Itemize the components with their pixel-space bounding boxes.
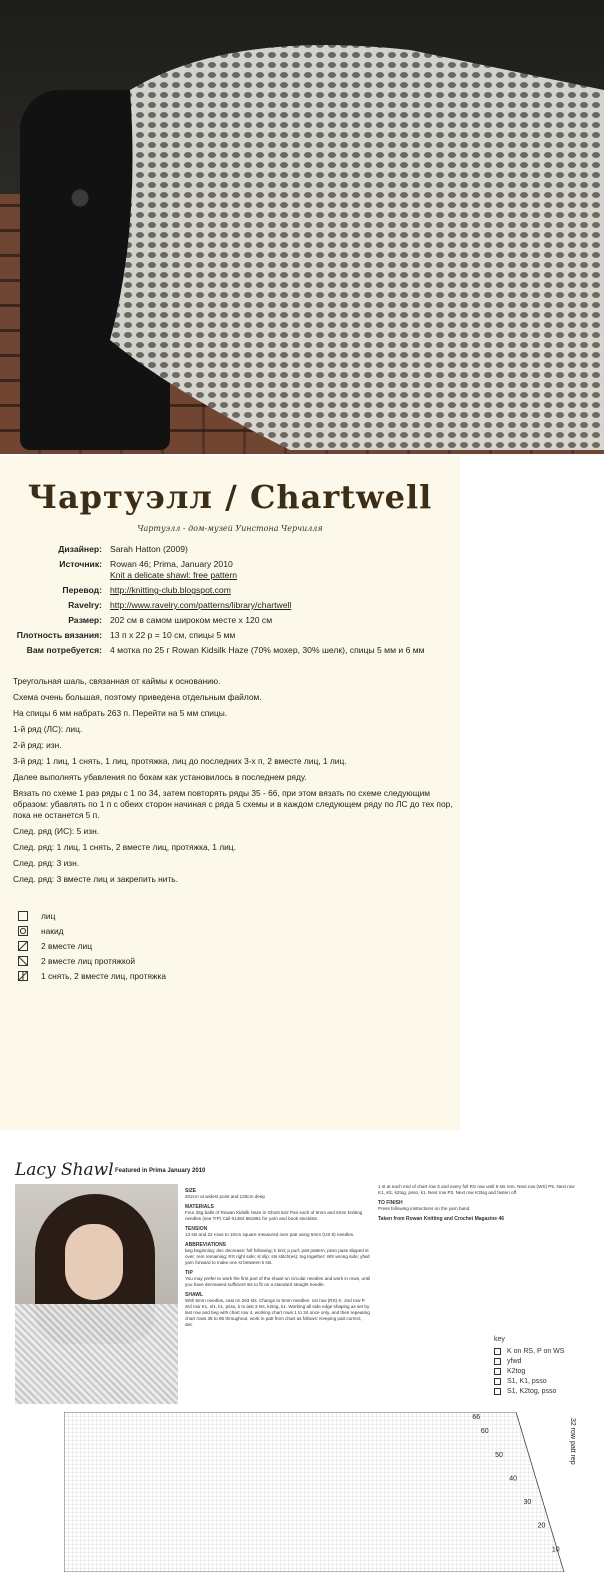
chart-row-label: 30 — [523, 1499, 532, 1507]
model-photo — [15, 1184, 178, 1404]
meta-size — [8, 615, 458, 626]
pattern-instructions — [13, 676, 453, 890]
section-text: 1 st at each end of chart row 5 and every foll RS row until 5 sts rem. Next row (WS) P5. Next row K1, sl1, k2tog, psso, k1. Next row P3. Next row K3tog and fasten off. — [378, 1184, 575, 1195]
section-text: Four 25g balls of Rowan Kidsilk Haze in Ghost 642 Pair each of 5mm and 6mm knitting needles (see TIP) Call 01484 681881 for yarn and book stockists. — [185, 1210, 363, 1221]
source-link[interactable]: Knit a delicate shawl: free pattern — [110, 570, 238, 580]
source-credit: Taken from Rowan Knitting and Crochet Magazine 46 — [378, 1216, 505, 1222]
instruction-line: Треугольная шаль, связанная от каймы к основанию. — [13, 676, 221, 686]
magazine-page — [0, 1150, 604, 1572]
section-heading: ABBREVIATIONS — [185, 1242, 227, 1248]
ssk-icon — [18, 956, 28, 966]
chart-row-label: 66 — [472, 1414, 481, 1421]
section-heading: MATERIALS — [185, 1204, 214, 1210]
instruction-line: 1-й ряд (ЛС): лиц. — [13, 724, 83, 734]
meta-label: Перевод: — [62, 585, 102, 595]
legend-label: накид — [41, 925, 64, 936]
key-item — [494, 1366, 564, 1376]
knit-symbol-icon — [494, 1348, 501, 1355]
meta-value: 4 мотка по 25 г Rowan Kidsilk Haze (70% мохер, 30% шелк), спицы 5 мм и 6 мм — [110, 645, 425, 655]
chart-row-label: 50 — [495, 1451, 503, 1459]
russian-pattern-card — [0, 456, 460, 1130]
page-subtitle: Чартуэлл - дом-музей Уинстона Черчилля — [137, 524, 323, 533]
model-shawl — [15, 1304, 178, 1404]
meta-value — [110, 559, 237, 581]
meta-label: Вам потребуется: — [26, 645, 102, 655]
section-heading: TO FINISH — [378, 1200, 403, 1206]
meta-gauge — [8, 630, 458, 641]
section-heading: TENSION — [185, 1226, 208, 1232]
instruction-line: След. ряд: 3 вместе лиц и закрепить нить. — [13, 874, 178, 884]
instruction-line: След. ряд (ИС): 5 изн. — [13, 826, 100, 836]
instructions-column-2 — [378, 1184, 578, 1222]
ravelry-link[interactable]: http://www.ravelry.com/patterns/library/chartwell — [110, 600, 292, 610]
key-item — [494, 1346, 564, 1356]
legend-item — [18, 923, 166, 938]
meta-label: Дизайнер: — [58, 544, 102, 554]
instruction-line: 3-й ряд: 1 лиц, 1 снять, 1 лиц, протяжка, лиц до последних 3-х п, 2 вместе лиц, 1 лиц. — [13, 756, 347, 766]
yarn-over-icon — [18, 926, 28, 936]
magazine-title: Lacy Shawl — [15, 1160, 114, 1180]
key-label: yfwd — [507, 1357, 522, 1365]
key-label: K on RS, P on WS — [507, 1347, 565, 1355]
instruction-line: След. ряд: 1 лиц, 1 снять, 2 вместе лиц, протяжка, 1 лиц. — [13, 842, 236, 852]
chart-grid — [64, 1412, 584, 1572]
meta-label: Плотность вязания: — [16, 630, 102, 640]
section-text: 13 sts and 22 rows to 10cm square measured over patt using 5mm (US 8) needles. — [185, 1232, 355, 1237]
meta-value: Sarah Hatton (2009) — [110, 544, 188, 554]
model-face — [65, 1224, 123, 1300]
section-heading: SIZE — [185, 1188, 197, 1194]
meta-ravelry — [8, 600, 458, 611]
section-text: 202cm at widest point and 120cm deep — [185, 1194, 265, 1199]
key-label: K2tog — [507, 1367, 526, 1375]
chart-key — [494, 1336, 564, 1396]
chart-row-label: 10 — [551, 1546, 560, 1554]
k2tog-icon — [494, 1368, 501, 1375]
key-item — [494, 1386, 564, 1396]
shawl-photo — [0, 0, 604, 454]
legend-item — [18, 953, 166, 968]
meta-label: Источник: — [59, 559, 102, 569]
section-text: You may prefer to work the first part of the shawl on circular needles and work in rows, until you have decreased sufficient sts to fit on a standard straight needle. — [185, 1276, 370, 1287]
ssk-icon — [494, 1378, 501, 1385]
legend-label: 2 вместе лиц протяжкой — [41, 955, 136, 966]
legend-item — [18, 938, 166, 953]
section-text: With 6mm needles, cast on 263 sts. Change to 5mm needles. 1st row (RS) K. 2nd row P. 3rd row K1, sl1, k1, psso, k to last 3 sts, k2tog, k1. Working all side edge shaping as set by last row and beg with chart row 4, working chart rows 1 to 34 once only, and then repeating chart rows 35 to 66 throughout, work in patt from chart as follows: Keeping patt correct, dec — [185, 1298, 370, 1327]
legend-item — [18, 908, 166, 923]
meta-label: Размер: — [68, 615, 102, 625]
meta-source — [8, 559, 458, 581]
instruction-line: На спицы 6 мм набрать 263 п. Перейти на 5 мм спицы. — [13, 708, 228, 718]
chart-row-label: 40 — [509, 1475, 518, 1483]
meta-materials — [8, 645, 458, 656]
meta-value: 13 п х 22 р = 10 см, спицы 5 мм — [110, 630, 236, 640]
meta-value: 202 см в самом широком месте х 120 см — [110, 615, 273, 625]
meta-label: Ravelry: — [68, 600, 102, 610]
instructions-column-1 — [185, 1184, 370, 1328]
legend-label: 2 вместе лиц — [41, 940, 93, 951]
section-heading: TIP — [185, 1270, 193, 1276]
key-item — [494, 1356, 564, 1366]
k2tog-icon — [18, 941, 28, 951]
legend-label: лиц — [41, 910, 56, 921]
sk2p-icon — [18, 971, 28, 981]
section-text: beg beginning; dec decrease; foll following; k knit; p purl; patt pattern; psso pass slipped st over; rem remaining; RS right side; sl slip; sts stitch(es); tog together; WS wrong side; yfwd yarn forward to make one st between k sts. — [185, 1248, 370, 1265]
source-text: Rowan 46; Prima, January 2010 — [110, 559, 233, 569]
lace-shawl — [110, 30, 604, 450]
featured-note: Featured in Prima January 2010 — [115, 1168, 206, 1174]
pattern-meta — [8, 544, 458, 660]
symbol-legend — [18, 908, 166, 983]
section-text: Press following instructions on the yarn band. — [378, 1206, 471, 1211]
chart-row-label: 20 — [537, 1522, 546, 1530]
knitting-chart — [64, 1412, 584, 1572]
key-title: key — [494, 1336, 505, 1343]
legend-item — [18, 968, 166, 983]
yarn-over-icon — [494, 1358, 501, 1365]
chart-row-label: 60 — [480, 1428, 489, 1436]
repeat-label: 32 row patt rep — [569, 1418, 576, 1465]
key-label: S1, K1, psso — [507, 1377, 547, 1385]
instruction-line: 2-й ряд: изн. — [13, 740, 62, 750]
translation-link[interactable]: http://knitting-club.blogspot.com — [110, 585, 231, 595]
legend-label: 1 снять, 2 вместе лиц, протяжка — [41, 970, 167, 981]
instruction-line: Схема очень большая, поэтому приведена отдельным файлом. — [13, 692, 262, 702]
key-item — [494, 1376, 564, 1386]
page-title: Чартуэлл / Chartwell — [27, 478, 433, 516]
key-label: S1, K2tog, psso — [507, 1387, 557, 1395]
meta-translation — [8, 585, 458, 596]
instruction-line: След. ряд: 3 изн. — [13, 858, 80, 868]
section-heading: SHAWL — [185, 1292, 204, 1298]
instruction-line: Далее выполнять убавления по бокам как установилось в последнем ряду. — [13, 772, 307, 782]
knit-symbol-icon — [18, 911, 28, 921]
sk2p-icon — [494, 1388, 501, 1395]
meta-designer — [8, 544, 458, 555]
instruction-line: Вязать по схеме 1 раз ряды с 1 по 34, затем повторять ряды 35 - 66, при этом вязать по схеме следующим образом: убавлять по 1 п с обеих сторон начиная с ряда 5 схемы и в каждом следующем ряду по ЛС до тех пор, пока не останется 5 п. — [13, 788, 453, 820]
